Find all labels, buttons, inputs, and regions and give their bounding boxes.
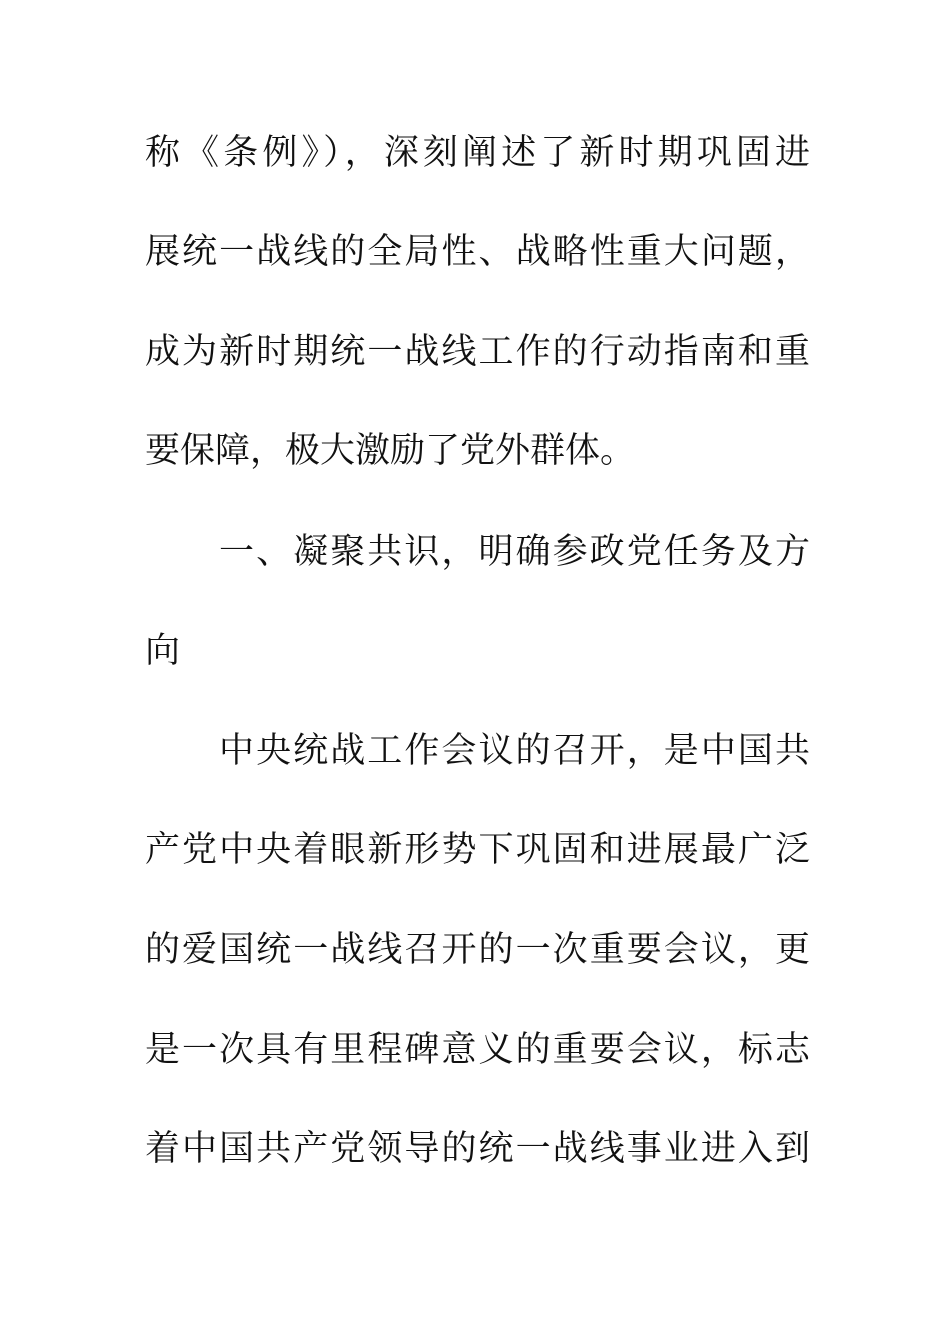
section-heading-line: 向 <box>145 631 181 671</box>
paragraph-line: 产党中央着眼新形势下巩固和进展最广泛 <box>145 830 810 870</box>
paragraph-line: 中央统战工作会议的召开，是中国共 <box>219 731 810 771</box>
paragraph-line: 是一次具有里程碑意义的重要会议，标志 <box>145 1030 810 1070</box>
paragraph-line: 称《条例》），深刻阐述了新时期巩固进 <box>145 133 810 173</box>
paragraph-line: 要保障，极大激励了党外群体。 <box>145 431 636 471</box>
section-heading-line: 一、凝聚共识，明确参政党任务及方 <box>219 532 810 572</box>
paragraph-line: 的爱国统一战线召开的一次重要会议，更 <box>145 930 810 970</box>
paragraph-line: 成为新时期统一战线工作的行动指南和重 <box>145 332 810 372</box>
paragraph-line: 着中国共产党领导的统一战线事业进入到 <box>145 1129 810 1169</box>
paragraph-line: 展统一战线的全局性、战略性重大问题， <box>145 232 810 272</box>
